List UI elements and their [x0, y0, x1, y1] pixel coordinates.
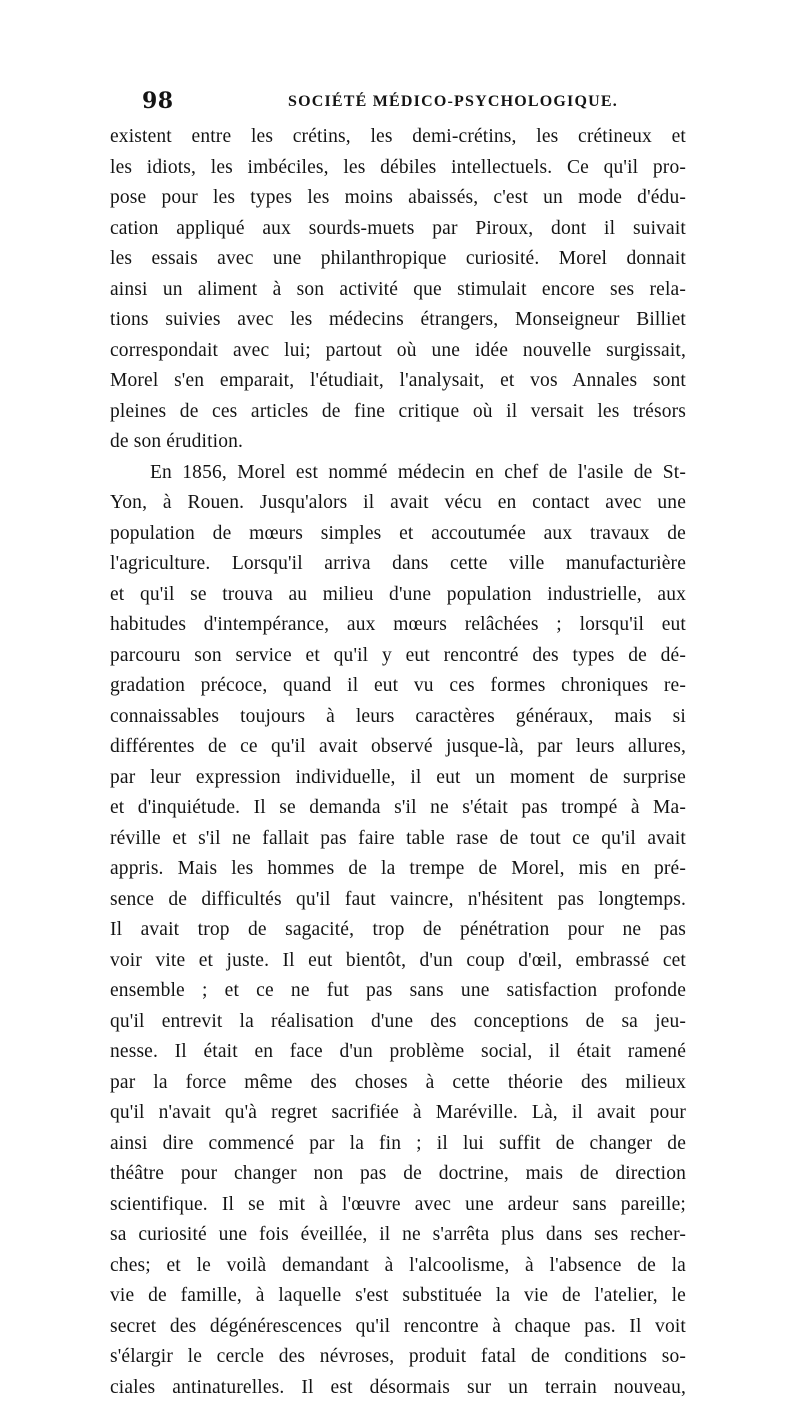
- text-line: gradation précoce, quand il eut vu ces formes chroniques re-: [110, 671, 686, 702]
- book-page: [110, 88, 686, 1403]
- text-line: ciales antinaturelles. Il est désormais sur un terrain nouveau,: [110, 1373, 686, 1403]
- text-line: pose pour les types les moins abaissés, c'est un mode d'édu-: [110, 183, 686, 214]
- running-head: [110, 88, 686, 122]
- text-line: existent entre les crétins, les demi-crétins, les crétineux et: [110, 122, 686, 153]
- text-line: nesse. Il était en face d'un problème social, il était ramené: [110, 1037, 686, 1068]
- text-line: les essais avec une philanthropique curiosité. Morel donnait: [110, 244, 686, 275]
- text-line: réville et s'il ne fallait pas faire table rase de tout ce qu'il avait: [110, 824, 686, 855]
- text-line: les idiots, les imbéciles, les débiles intellectuels. Ce qu'il pro-: [110, 153, 686, 184]
- text-line: par la force même des choses à cette théorie des milieux: [110, 1068, 686, 1099]
- body-text: [110, 122, 686, 1403]
- text-line: pleines de ces articles de fine critique où il versait les trésors: [110, 397, 686, 428]
- text-line: parcouru son service et qu'il y eut rencontré des types de dé-: [110, 641, 686, 672]
- text-line: secret des dégénérescences qu'il rencontre à chaque pas. Il voit: [110, 1312, 686, 1343]
- paragraph-start-line: En 1856, Morel est nommé médecin en chef de l'asile de St-: [110, 458, 686, 489]
- text-line: correspondait avec lui; partout où une idée nouvelle surgissait,: [110, 336, 686, 367]
- text-line: qu'il n'avait qu'à regret sacrifiée à Maréville. Là, il avait pour: [110, 1098, 686, 1129]
- text-line: ainsi un aliment à son activité que stimulait encore ses rela-: [110, 275, 686, 306]
- text-line: Il avait trop de sagacité, trop de pénétration pour ne pas: [110, 915, 686, 946]
- text-line: et d'inquiétude. Il se demanda s'il ne s'était pas trompé à Ma-: [110, 793, 686, 824]
- running-title: SOCIÉTÉ MÉDICO-PSYCHOLOGIQUE.: [288, 93, 618, 111]
- text-line: population de mœurs simples et accoutumée aux travaux de: [110, 519, 686, 550]
- paragraph-end-line: de son érudition.: [110, 427, 686, 458]
- text-line: théâtre pour changer non pas de doctrine, mais de direction: [110, 1159, 686, 1190]
- text-line: l'agriculture. Lorsqu'il arriva dans cette ville manufacturière: [110, 549, 686, 580]
- text-line: connaissables toujours à leurs caractères généraux, mais si: [110, 702, 686, 733]
- text-line: Yon, à Rouen. Jusqu'alors il avait vécu en contact avec une: [110, 488, 686, 519]
- text-line: ensemble ; et ce ne fut pas sans une satisfaction profonde: [110, 976, 686, 1007]
- text-line: sa curiosité une fois éveillée, il ne s'arrêta plus dans ses recher-: [110, 1220, 686, 1251]
- text-line: ainsi dire commencé par la fin ; il lui suffit de changer de: [110, 1129, 686, 1160]
- text-line: s'élargir le cercle des névroses, produit fatal de conditions so-: [110, 1342, 686, 1373]
- text-line: par leur expression individuelle, il eut un moment de surprise: [110, 763, 686, 794]
- text-line: habitudes d'intempérance, aux mœurs relâchées ; lorsqu'il eut: [110, 610, 686, 641]
- text-line: appris. Mais les hommes de la trempe de Morel, mis en pré-: [110, 854, 686, 885]
- text-line: vie de famille, à laquelle s'est substituée la vie de l'atelier, le: [110, 1281, 686, 1312]
- text-line: scientifique. Il se mit à l'œuvre avec une ardeur sans pareille;: [110, 1190, 686, 1221]
- text-line: cation appliqué aux sourds-muets par Piroux, dont il suivait: [110, 214, 686, 245]
- text-line: ches; et le voilà demandant à l'alcoolisme, à l'absence de la: [110, 1251, 686, 1282]
- text-line: sence de difficultés qu'il faut vaincre, n'hésitent pas longtemps.: [110, 885, 686, 916]
- text-line: qu'il entrevit la réalisation d'une des conceptions de sa jeu-: [110, 1007, 686, 1038]
- text-line: tions suivies avec les médecins étrangers, Monseigneur Billiet: [110, 305, 686, 336]
- text-line: et qu'il se trouva au milieu d'une population industrielle, aux: [110, 580, 686, 611]
- text-line: différentes de ce qu'il avait observé jusque-là, par leurs allures,: [110, 732, 686, 763]
- text-line: voir vite et juste. Il eut bientôt, d'un coup d'œil, embrassé cet: [110, 946, 686, 977]
- page-number: 98: [142, 88, 174, 114]
- text-line: Morel s'en emparait, l'étudiait, l'analysait, et vos Annales sont: [110, 366, 686, 397]
